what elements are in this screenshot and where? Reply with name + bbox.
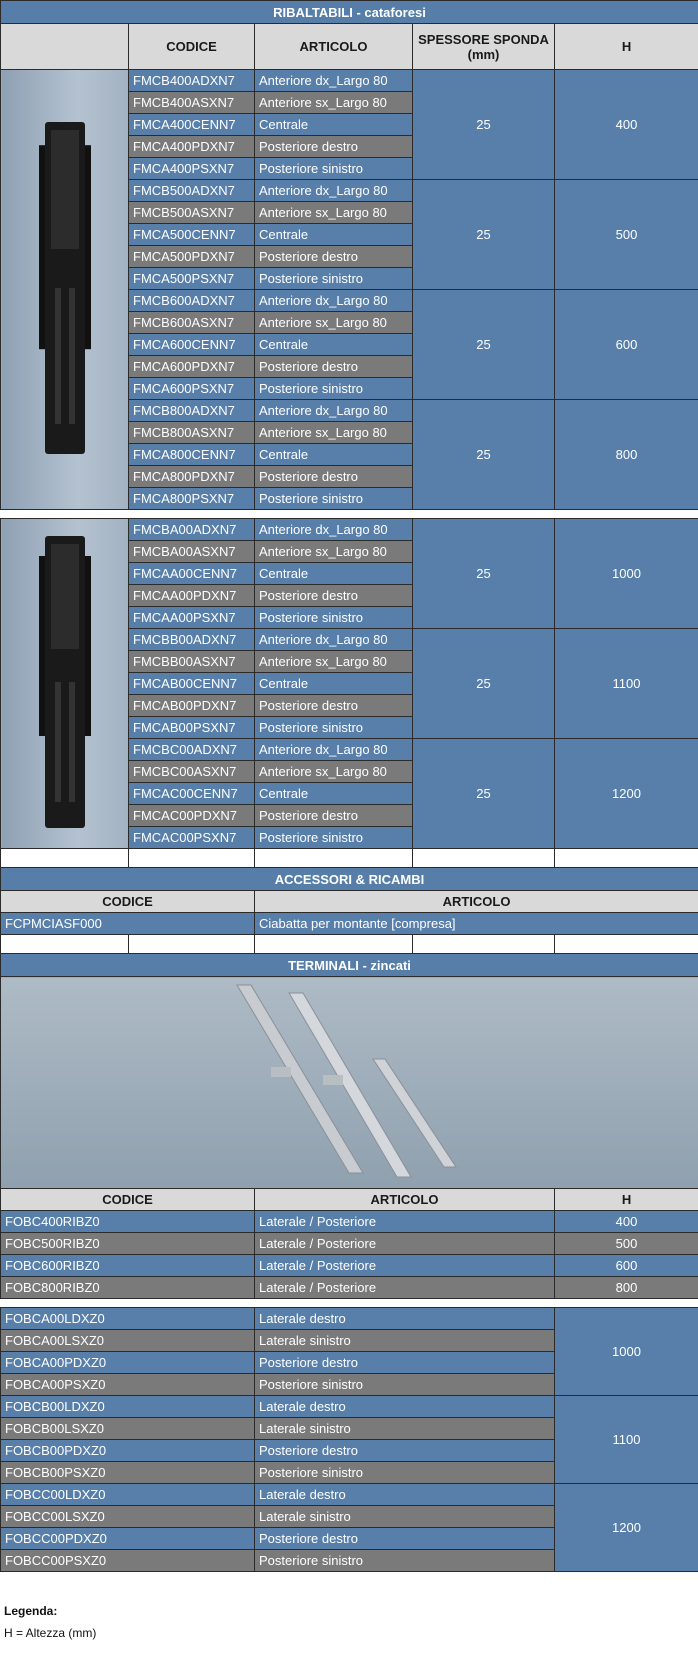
spessore-cell: 25 xyxy=(413,519,555,629)
codice-cell: FMCB800ASXN7 xyxy=(129,422,255,444)
codice-cell: FMCB500ADXN7 xyxy=(129,180,255,202)
spessore-cell: 25 xyxy=(413,629,555,739)
articolo-cell: Laterale sinistro xyxy=(255,1506,555,1528)
articolo-cell: Posteriore sinistro xyxy=(255,378,413,400)
codice-cell: FMCBC00ADXN7 xyxy=(129,739,255,761)
blank-cell xyxy=(1,849,129,868)
product-image-upright xyxy=(35,118,95,458)
articolo-cell: Posteriore sinistro xyxy=(255,268,413,290)
blank-row xyxy=(1,935,698,954)
codice-cell: FMCA500PSXN7 xyxy=(129,268,255,290)
codice-cell: FMCAB00PSXN7 xyxy=(129,717,255,739)
articolo-cell: Anteriore dx_Largo 80 xyxy=(255,739,413,761)
codice-cell: FOBCB00LDXZ0 xyxy=(1,1396,255,1418)
articolo-cell: Anteriore dx_Largo 80 xyxy=(255,400,413,422)
codice-cell: FMCA800PDXN7 xyxy=(129,466,255,488)
codice-cell: FOBC600RIBZ0 xyxy=(1,1255,255,1277)
legend xyxy=(4,1604,96,1640)
articolo-cell: Anteriore dx_Largo 80 xyxy=(255,629,413,651)
articolo-cell: Centrale xyxy=(255,444,413,466)
header-codice: CODICE xyxy=(1,891,255,913)
h-cell: 600 xyxy=(555,1255,698,1277)
header-image xyxy=(1,24,129,70)
header-articolo: ARTICOLO xyxy=(255,1189,555,1211)
codice-cell: FMCA400PDXN7 xyxy=(129,136,255,158)
blank-cell xyxy=(555,935,698,954)
articolo-cell: Laterale / Posteriore xyxy=(255,1233,555,1255)
header-articolo: ARTICOLO xyxy=(255,891,698,913)
codice-cell: FMCA600CENN7 xyxy=(129,334,255,356)
codice-cell: FMCBC00ASXN7 xyxy=(129,761,255,783)
codice-cell: FMCA600PDXN7 xyxy=(129,356,255,378)
articolo-cell: Anteriore sx_Largo 80 xyxy=(255,92,413,114)
codice-cell: FMCBB00ADXN7 xyxy=(129,629,255,651)
articolo-cell: Posteriore destro xyxy=(255,136,413,158)
codice-cell: FMCBB00ASXN7 xyxy=(129,651,255,673)
spessore-cell: 25 xyxy=(413,70,555,180)
codice-cell: FOBCA00PDXZ0 xyxy=(1,1352,255,1374)
articolo-cell: Posteriore sinistro xyxy=(255,607,413,629)
articolo-cell: Anteriore sx_Largo 80 xyxy=(255,312,413,334)
blank-cell xyxy=(255,935,413,954)
table-row xyxy=(1,1189,698,1211)
header-spessore: SPESSORE SPONDA (mm) xyxy=(413,24,555,70)
articolo-cell: Laterale destro xyxy=(255,1484,555,1506)
codice-cell: FMCAC00PSXN7 xyxy=(129,827,255,849)
codice-cell: FMCBA00ADXN7 xyxy=(129,519,255,541)
header-codice: CODICE xyxy=(1,1189,255,1211)
articolo-cell: Centrale xyxy=(255,673,413,695)
codice-cell: FOBCA00PSXZ0 xyxy=(1,1374,255,1396)
table-row xyxy=(1,1211,698,1233)
header-articolo: ARTICOLO xyxy=(255,24,413,70)
codice-cell: FMCB800ADXN7 xyxy=(129,400,255,422)
codice-cell: FMCA800CENN7 xyxy=(129,444,255,466)
spacer-cell xyxy=(1,510,698,519)
blank-cell xyxy=(413,849,555,868)
articolo-cell: Posteriore sinistro xyxy=(255,717,413,739)
table-row xyxy=(1,1255,698,1277)
h-cell: 400 xyxy=(555,1211,698,1233)
codice-cell: FMCAC00CENN7 xyxy=(129,783,255,805)
articolo-cell: Posteriore destro xyxy=(255,1528,555,1550)
h-cell: 1000 xyxy=(555,1308,698,1396)
header-h: H xyxy=(555,1189,698,1211)
articolo-cell: Centrale xyxy=(255,114,413,136)
articolo-cell: Laterale sinistro xyxy=(255,1418,555,1440)
articolo-cell: Posteriore destro xyxy=(255,246,413,268)
section-title-accessori: ACCESSORI & RICAMBI xyxy=(1,868,698,891)
codice-cell: FOBCC00PDXZ0 xyxy=(1,1528,255,1550)
codice-cell: FMCAA00PDXN7 xyxy=(129,585,255,607)
codice-cell: FMCB600ASXN7 xyxy=(129,312,255,334)
articolo-cell: Anteriore sx_Largo 80 xyxy=(255,202,413,224)
table-row xyxy=(1,1277,698,1299)
articolo-cell: Anteriore sx_Largo 80 xyxy=(255,761,413,783)
articolo-cell: Posteriore sinistro xyxy=(255,488,413,510)
codice-cell: FOBC500RIBZ0 xyxy=(1,1233,255,1255)
codice-cell: FMCAC00PDXN7 xyxy=(129,805,255,827)
articolo-cell: Ciabatta per montante [compresa] xyxy=(255,913,698,935)
spessore-cell: 25 xyxy=(413,400,555,510)
articolo-cell: Posteriore destro xyxy=(255,356,413,378)
codice-cell: FMCB400ADXN7 xyxy=(129,70,255,92)
product-image-cell xyxy=(1,519,129,849)
articolo-cell: Laterale / Posteriore xyxy=(255,1255,555,1277)
codice-cell: FOBCA00LDXZ0 xyxy=(1,1308,255,1330)
h-cell: 400 xyxy=(555,70,698,180)
articolo-cell: Posteriore sinistro xyxy=(255,1374,555,1396)
articolo-cell: Posteriore destro xyxy=(255,585,413,607)
codice-cell: FOBCB00PSXZ0 xyxy=(1,1462,255,1484)
spacer-row xyxy=(1,1299,698,1308)
h-cell: 1200 xyxy=(555,739,698,849)
product-image-cell xyxy=(1,70,129,510)
codice-cell: FMCAB00CENN7 xyxy=(129,673,255,695)
product-image-terminali xyxy=(1,977,698,1189)
codice-cell: FMCA800PSXN7 xyxy=(129,488,255,510)
table-row xyxy=(1,868,698,891)
articolo-cell: Posteriore destro xyxy=(255,805,413,827)
table-row xyxy=(1,1308,698,1330)
articolo-cell: Posteriore sinistro xyxy=(255,158,413,180)
codice-cell: FCPMCIASF000 xyxy=(1,913,255,935)
codice-cell: FMCB600ADXN7 xyxy=(129,290,255,312)
articolo-cell: Posteriore sinistro xyxy=(255,1550,555,1572)
articolo-cell: Anteriore sx_Largo 80 xyxy=(255,422,413,444)
articolo-cell: Laterale destro xyxy=(255,1396,555,1418)
blank-cell xyxy=(129,849,255,868)
articolo-cell: Laterale / Posteriore xyxy=(255,1277,555,1299)
blank-cell xyxy=(555,849,698,868)
codice-cell: FMCB500ASXN7 xyxy=(129,202,255,224)
table-row xyxy=(1,977,698,1189)
codice-cell: FOBCC00PSXZ0 xyxy=(1,1550,255,1572)
h-cell: 1100 xyxy=(555,1396,698,1484)
blank-cell xyxy=(1,935,129,954)
articolo-cell: Posteriore destro xyxy=(255,466,413,488)
spessore-cell: 25 xyxy=(413,739,555,849)
articolo-cell: Centrale xyxy=(255,563,413,585)
codice-cell: FOBCC00LSXZ0 xyxy=(1,1506,255,1528)
articolo-cell: Posteriore destro xyxy=(255,695,413,717)
codice-cell: FOBC800RIBZ0 xyxy=(1,1277,255,1299)
h-cell: 800 xyxy=(555,400,698,510)
h-cell: 1100 xyxy=(555,629,698,739)
spessore-cell: 25 xyxy=(413,290,555,400)
table-row xyxy=(1,70,698,92)
section-title-ribaltabili: RIBALTABILI - cataforesi xyxy=(1,1,698,24)
articolo-cell: Centrale xyxy=(255,783,413,805)
legend-title: Legenda: xyxy=(4,1604,58,1618)
h-cell: 600 xyxy=(555,290,698,400)
blank-cell xyxy=(129,935,255,954)
codice-cell: FMCAA00PSXN7 xyxy=(129,607,255,629)
table-row xyxy=(1,519,698,541)
h-cell: 1200 xyxy=(555,1484,698,1572)
articolo-cell: Anteriore dx_Largo 80 xyxy=(255,519,413,541)
articolo-cell: Posteriore destro xyxy=(255,1440,555,1462)
articolo-cell: Posteriore sinistro xyxy=(255,1462,555,1484)
codice-cell: FMCAB00PDXN7 xyxy=(129,695,255,717)
codice-cell: FOBCB00LSXZ0 xyxy=(1,1418,255,1440)
table-row xyxy=(1,1396,698,1418)
articolo-cell: Laterale destro xyxy=(255,1308,555,1330)
table-row xyxy=(1,954,698,977)
h-cell: 500 xyxy=(555,180,698,290)
header-h: H xyxy=(555,24,698,70)
codice-cell: FOBCB00PDXZ0 xyxy=(1,1440,255,1462)
articolo-cell: Centrale xyxy=(255,334,413,356)
table-row xyxy=(1,1484,698,1506)
codice-cell: FMCA400PSXN7 xyxy=(129,158,255,180)
articolo-cell: Anteriore dx_Largo 80 xyxy=(255,180,413,202)
codice-cell: FOBC400RIBZ0 xyxy=(1,1211,255,1233)
articolo-cell: Anteriore dx_Largo 80 xyxy=(255,70,413,92)
articolo-cell: Anteriore sx_Largo 80 xyxy=(255,541,413,563)
articolo-cell: Anteriore dx_Largo 80 xyxy=(255,290,413,312)
table-row xyxy=(1,913,698,935)
section-title-terminali: TERMINALI - zincati xyxy=(1,954,698,977)
h-cell: 500 xyxy=(555,1233,698,1255)
table-row xyxy=(1,1233,698,1255)
codice-cell: FMCAA00CENN7 xyxy=(129,563,255,585)
articolo-cell: Anteriore sx_Largo 80 xyxy=(255,651,413,673)
spessore-cell: 25 xyxy=(413,180,555,290)
codice-cell: FMCA500PDXN7 xyxy=(129,246,255,268)
codice-cell: FMCA400CENN7 xyxy=(129,114,255,136)
h-cell: 800 xyxy=(555,1277,698,1299)
product-image-upright xyxy=(35,532,95,832)
articolo-cell: Laterale / Posteriore xyxy=(255,1211,555,1233)
codice-cell: FMCA600PSXN7 xyxy=(129,378,255,400)
codice-cell: FOBCC00LDXZ0 xyxy=(1,1484,255,1506)
codice-cell: FOBCA00LSXZ0 xyxy=(1,1330,255,1352)
codice-cell: FMCBA00ASXN7 xyxy=(129,541,255,563)
codice-cell: FMCB400ASXN7 xyxy=(129,92,255,114)
articolo-cell: Posteriore destro xyxy=(255,1352,555,1374)
blank-row xyxy=(1,849,698,868)
spacer-cell xyxy=(1,1299,698,1308)
header-codice: CODICE xyxy=(129,24,255,70)
articolo-cell: Posteriore sinistro xyxy=(255,827,413,849)
codice-cell: FMCA500CENN7 xyxy=(129,224,255,246)
h-cell: 1000 xyxy=(555,519,698,629)
articolo-cell: Laterale sinistro xyxy=(255,1330,555,1352)
articolo-cell: Centrale xyxy=(255,224,413,246)
table-row xyxy=(1,891,698,913)
blank-cell xyxy=(255,849,413,868)
blank-cell xyxy=(413,935,555,954)
terminali-image xyxy=(1,977,698,1185)
spacer-row xyxy=(1,510,698,519)
legend-text: H = Altezza (mm) xyxy=(4,1626,97,1640)
